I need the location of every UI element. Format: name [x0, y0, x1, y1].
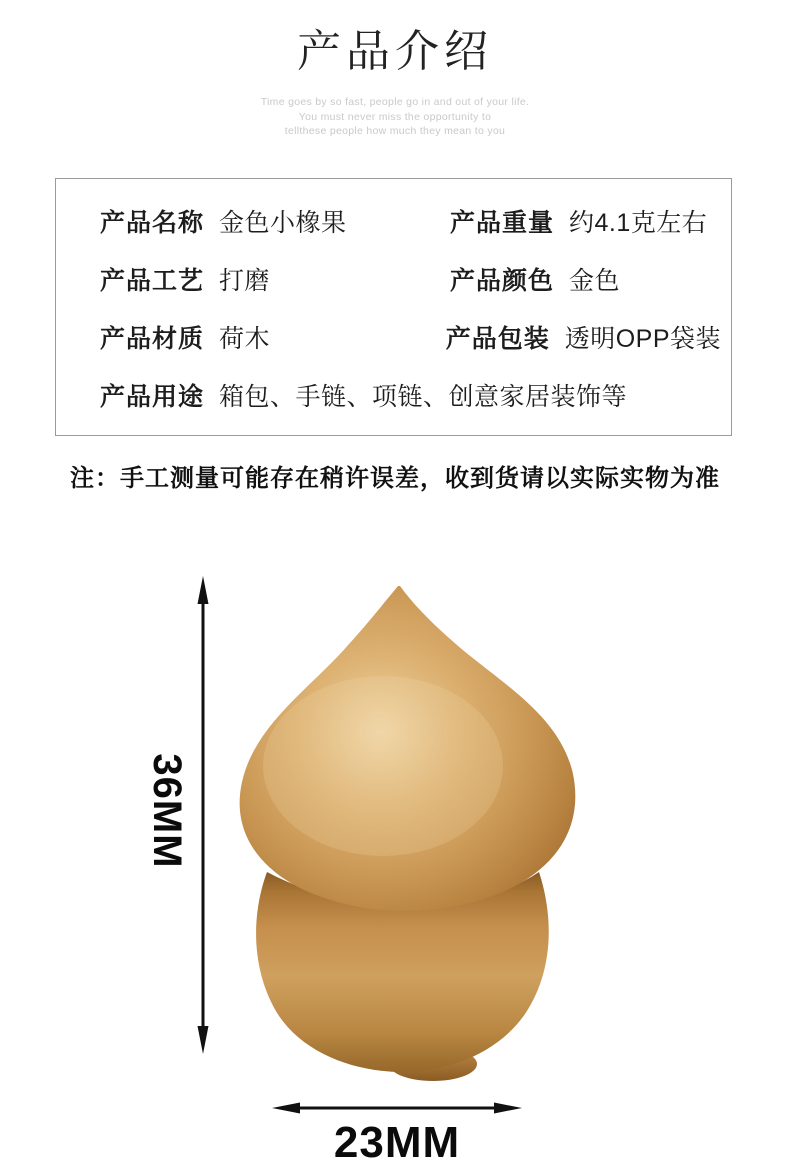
product-figure: [0, 566, 790, 1165]
spec-label: 产品重量: [450, 208, 555, 237]
spec-cell: [450, 261, 620, 297]
spec-row: [100, 366, 721, 424]
spec-label: 产品包装: [445, 324, 550, 353]
spec-label: 产品工艺: [100, 266, 205, 295]
spec-value: 金色小橡果: [219, 208, 347, 237]
page-title: 产品介绍: [297, 27, 493, 76]
tagline-line: You must never miss the opportunity to: [298, 110, 492, 123]
width-dimension-arrow-icon: [272, 1100, 522, 1116]
measurement-note: 注：手工测量可能存在稍许误差，收到货请以实际实物为准: [70, 464, 720, 492]
spec-label: 产品材质: [100, 324, 205, 353]
height-dimension-arrow-icon: [196, 576, 210, 1054]
spec-value: 金色: [569, 266, 621, 295]
spec-row: [100, 308, 721, 366]
spec-cell: [100, 203, 450, 239]
tagline-line: tellthese people how much they mean to you: [284, 125, 506, 137]
spec-cell: [446, 319, 721, 355]
spec-cell: [100, 261, 450, 297]
spec-cell: [100, 319, 446, 355]
spec-label: 产品用途: [100, 382, 205, 411]
spec-value: 打磨: [219, 266, 271, 295]
spec-label: 产品颜色: [450, 266, 555, 295]
spec-value: 荷木: [219, 324, 271, 353]
spec-value: 约4.1克左右: [569, 208, 708, 237]
tagline: [0, 95, 790, 139]
tagline-line: Time goes by so fast, people go in and out of your life.: [260, 96, 530, 108]
product-spec-box: [55, 178, 732, 436]
acorn-highlight: [263, 676, 503, 856]
spec-cell: [450, 203, 707, 239]
spec-row: [100, 250, 721, 308]
golden-acorn-image: [233, 576, 581, 1082]
spec-row: [100, 192, 721, 250]
spec-label: 产品名称: [100, 208, 205, 237]
width-dimension-label: 23MM: [333, 1117, 461, 1165]
spec-value: 箱包、手链、项链、创意家居装饰等: [219, 382, 628, 411]
spec-value: 透明OPP袋装: [564, 324, 721, 353]
height-dimension-label: 36MM: [145, 752, 189, 869]
